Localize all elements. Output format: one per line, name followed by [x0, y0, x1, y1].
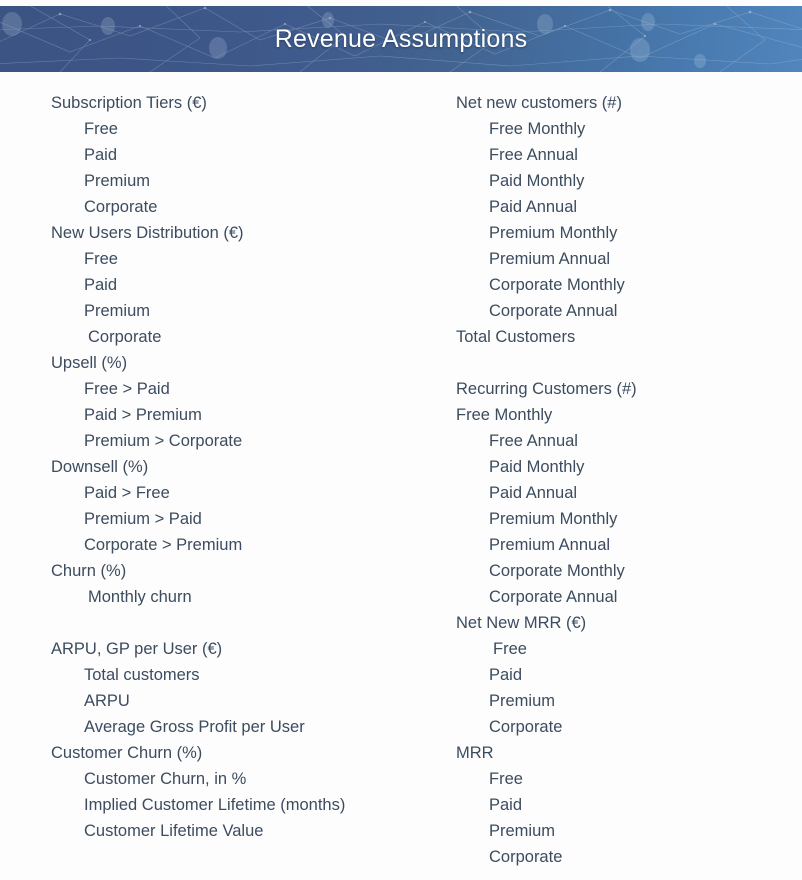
- assumption-item: Corporate Annual: [489, 302, 618, 320]
- assumption-item: Premium: [84, 172, 151, 190]
- assumption-item: Corporate: [88, 328, 162, 346]
- assumption-item: Paid Annual: [489, 198, 578, 216]
- right-column-list: [456, 90, 796, 870]
- assumption-item: Paid: [489, 796, 523, 814]
- assumption-item: Premium: [489, 822, 556, 840]
- assumption-heading: New Users Distribution (€): [51, 224, 244, 242]
- assumption-item: Premium Annual: [489, 250, 611, 268]
- assumption-heading: Free Monthly: [456, 406, 553, 424]
- assumption-heading: Recurring Customers (#): [456, 380, 637, 398]
- assumption-item: Premium: [489, 692, 556, 710]
- assumption-item: Monthly churn: [88, 588, 192, 606]
- assumption-heading: Downsell (%): [51, 458, 149, 476]
- assumption-item: Corporate: [489, 848, 563, 866]
- assumption-item: Customer Lifetime Value: [84, 822, 264, 840]
- assumption-item: Premium: [84, 302, 151, 320]
- assumption-heading: Churn (%): [51, 562, 127, 580]
- assumption-item: Premium Monthly: [489, 510, 618, 528]
- assumption-item: Free Annual: [489, 146, 578, 164]
- assumption-item: Premium > Paid: [84, 510, 202, 528]
- assumption-item: Corporate: [84, 198, 158, 216]
- assumption-item: Paid: [489, 666, 523, 684]
- assumption-item: Paid: [84, 276, 118, 294]
- assumption-item: Free > Paid: [84, 380, 170, 398]
- assumptions-content: [0, 72, 802, 880]
- assumption-item: ARPU: [84, 692, 130, 710]
- assumption-item: Premium Annual: [489, 536, 611, 554]
- assumption-heading: MRR: [456, 744, 494, 762]
- assumption-heading: ARPU, GP per User (€): [51, 640, 223, 658]
- assumption-item: Corporate Monthly: [489, 276, 625, 294]
- assumption-item: Corporate Annual: [489, 588, 618, 606]
- assumption-heading: Net new customers (#): [456, 94, 622, 112]
- assumption-item: Free: [84, 120, 118, 138]
- assumption-item: Free Monthly: [489, 120, 586, 138]
- page-title: Revenue Assumptions: [274, 24, 528, 53]
- list-spacer: [456, 350, 796, 376]
- left-column-list: [51, 90, 431, 844]
- assumption-item: Free: [489, 770, 523, 788]
- header-banner: [0, 6, 802, 72]
- assumption-item: Average Gross Profit per User: [84, 718, 305, 736]
- assumption-item: Paid Monthly: [489, 172, 585, 190]
- list-spacer: [51, 610, 431, 636]
- assumption-item: Paid > Free: [84, 484, 170, 502]
- assumption-heading: Customer Churn (%): [51, 744, 203, 762]
- assumption-item: Total customers: [84, 666, 200, 684]
- assumption-heading: Net New MRR (€): [456, 614, 587, 632]
- assumption-item: Premium Monthly: [489, 224, 618, 242]
- assumption-heading: Total Customers: [456, 328, 576, 346]
- assumption-item: Premium > Corporate: [84, 432, 243, 450]
- assumption-item: Free: [493, 640, 527, 658]
- assumption-item: Customer Churn, in %: [84, 770, 247, 788]
- assumption-item: Paid Annual: [489, 484, 578, 502]
- assumption-item: Paid > Premium: [84, 406, 202, 424]
- assumption-item: Free: [84, 250, 118, 268]
- assumption-heading: Subscription Tiers (€): [51, 94, 207, 112]
- assumption-item: Free Annual: [489, 432, 578, 450]
- assumption-item: Corporate > Premium: [84, 536, 243, 554]
- assumption-item: Paid: [84, 146, 118, 164]
- assumption-item: Corporate: [489, 718, 563, 736]
- assumption-item: Paid Monthly: [489, 458, 585, 476]
- assumption-item: Implied Customer Lifetime (months): [84, 796, 346, 814]
- assumption-heading: Upsell (%): [51, 354, 128, 372]
- assumption-item: Corporate Monthly: [489, 562, 625, 580]
